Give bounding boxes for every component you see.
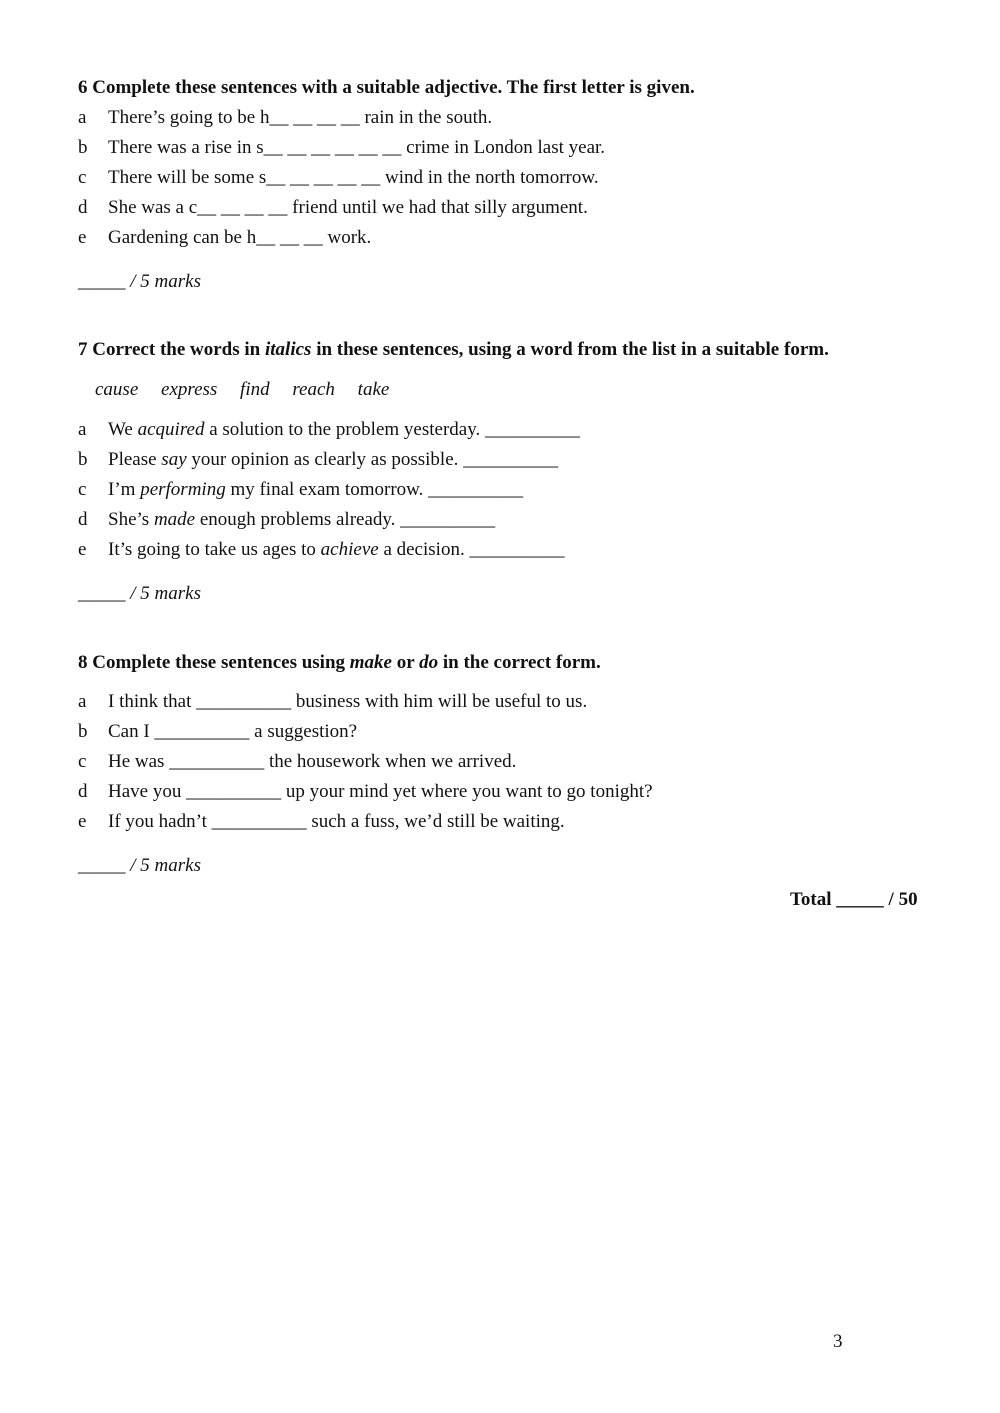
italic-word: achieve xyxy=(320,539,379,560)
heading-part: 7 Correct the words in xyxy=(78,339,265,360)
exercise-6-item-b xyxy=(78,136,940,166)
marks-label: / 5 marks xyxy=(130,855,201,876)
item-letter: a xyxy=(78,419,87,440)
exercise-6-item-e xyxy=(78,226,940,256)
exercise-8-marks xyxy=(78,854,940,878)
item-text xyxy=(108,508,495,532)
item-text: Have you __________ up your mind yet where you want to go tonight? xyxy=(108,781,653,802)
marks-label: / 5 marks xyxy=(130,271,201,292)
exercise-8-item-c xyxy=(78,750,940,780)
item-text xyxy=(108,448,558,472)
italic-word: acquired xyxy=(137,419,205,440)
item-text xyxy=(108,478,523,502)
marks-label: / 5 marks xyxy=(130,583,201,604)
item-letter: d xyxy=(78,509,88,530)
item-letter: e xyxy=(78,539,87,560)
exercise-6-item-c xyxy=(78,166,940,196)
item-letter: d xyxy=(78,781,88,802)
item-letter: e xyxy=(78,811,87,832)
exercise-7-item-c xyxy=(78,478,940,508)
text-after: a decision. __________ xyxy=(378,539,565,560)
exercise-8-item-a xyxy=(78,690,940,720)
heading-part: or xyxy=(392,652,420,673)
heading-italic: do xyxy=(419,652,439,673)
word-list-item: express xyxy=(161,379,218,400)
word-list-item: cause xyxy=(95,379,139,400)
item-text xyxy=(108,538,564,562)
heading-part: 8 Complete these sentences using xyxy=(78,652,350,673)
item-letter: d xyxy=(78,197,88,218)
text-before: She’s xyxy=(108,509,154,530)
item-text: If you hadn’t __________ such a fuss, we’d still be waiting. xyxy=(108,811,565,832)
italic-word: made xyxy=(153,509,196,530)
exercise-6-marks xyxy=(78,270,940,294)
word-list-item: take xyxy=(357,379,390,400)
exercise-7-heading xyxy=(78,338,940,362)
exercise-6 xyxy=(78,76,940,294)
item-text: There was a rise in s__ __ __ __ __ __ crime in London last year. xyxy=(108,137,606,158)
exercise-7-marks xyxy=(78,582,940,606)
exercise-7-item-b xyxy=(78,448,940,478)
text-after: your opinion as clearly as possible. __________ xyxy=(186,449,559,470)
text-before: Please xyxy=(108,449,162,470)
exercise-6-heading: 6 Complete these sentences with a suitable adjective. The first letter is given. xyxy=(78,77,695,98)
item-letter: b xyxy=(78,721,88,742)
word-list xyxy=(95,378,940,402)
page-number: 3 xyxy=(833,1331,843,1352)
marks-blank[interactable]: _____ xyxy=(78,583,126,604)
exercise-8-item-e xyxy=(78,810,940,840)
item-text: There will be some s__ __ __ __ __ wind in the north tomorrow. xyxy=(108,167,599,188)
total-score: Total _____ / 50 xyxy=(790,889,918,910)
heading-part: in the correct form. xyxy=(438,652,601,673)
item-letter: c xyxy=(78,751,87,772)
text-after: my final exam tomorrow. __________ xyxy=(225,479,524,500)
exercise-8-item-b xyxy=(78,720,940,750)
item-text: There’s going to be h__ __ __ __ rain in the south. xyxy=(108,107,493,128)
exercise-8-heading xyxy=(78,651,940,675)
item-letter: b xyxy=(78,449,88,470)
exercise-8 xyxy=(78,651,940,878)
item-letter: e xyxy=(78,227,87,248)
heading-italic: make xyxy=(349,652,392,673)
item-letter: c xyxy=(78,479,87,500)
item-text: Can I __________ a suggestion? xyxy=(108,721,358,742)
item-letter: a xyxy=(78,691,87,712)
text-before: I’m xyxy=(108,479,141,500)
item-text: Gardening can be h__ __ __ work. xyxy=(108,227,372,248)
exercise-7-item-d xyxy=(78,508,940,538)
item-letter: b xyxy=(78,137,88,158)
item-text: She was a c__ __ __ __ friend until we had that silly argument. xyxy=(108,197,588,218)
word-list-item: reach xyxy=(292,379,335,400)
italic-word: say xyxy=(161,449,187,470)
exercise-6-item-a xyxy=(78,106,940,136)
item-text xyxy=(108,418,580,442)
item-text: I think that __________ business with him will be useful to us. xyxy=(108,691,588,712)
exercise-7-item-e xyxy=(78,538,940,568)
marks-blank[interactable]: _____ xyxy=(78,855,126,876)
item-letter: a xyxy=(78,107,87,128)
text-before: We xyxy=(108,419,138,440)
text-after: a solution to the problem yesterday. __________ xyxy=(204,419,580,440)
marks-blank[interactable]: _____ xyxy=(78,271,126,292)
exercise-7-item-a xyxy=(78,418,940,448)
word-list-item: find xyxy=(240,379,270,400)
item-text: He was __________ the housework when we arrived. xyxy=(108,751,517,772)
text-before: It’s going to take us ages to xyxy=(108,539,321,560)
text-after: enough problems already. __________ xyxy=(195,509,496,530)
item-letter: c xyxy=(78,167,87,188)
heading-italic: italics xyxy=(264,339,312,360)
italic-word: performing xyxy=(140,479,226,500)
heading-part: in these sentences, using a word from the list in a suitable form. xyxy=(311,339,829,360)
exercise-8-item-d xyxy=(78,780,940,810)
exercise-6-item-d xyxy=(78,196,940,226)
exercise-7 xyxy=(78,338,940,606)
